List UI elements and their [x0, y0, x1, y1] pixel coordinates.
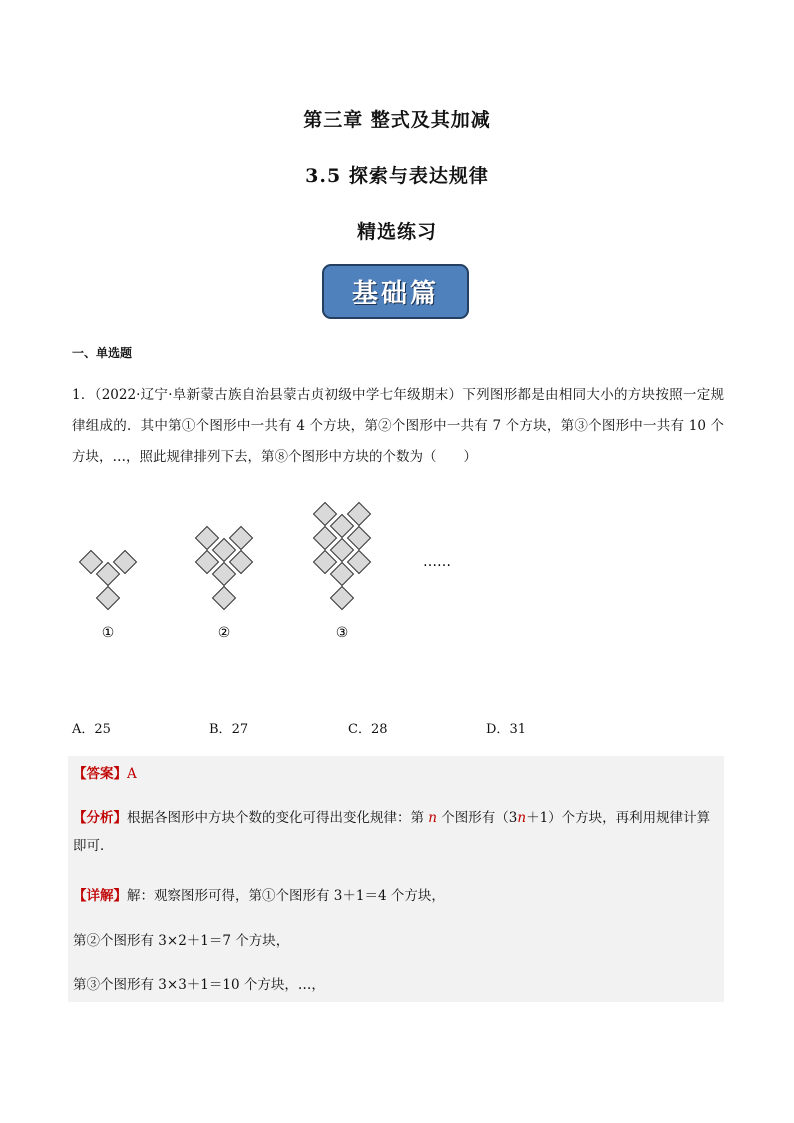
- choice-b[interactable]: B．27: [209, 722, 249, 737]
- figure-label-1: ①: [101, 625, 115, 641]
- section-heading: 一、单选题: [72, 346, 133, 360]
- tile-fig3-7: [331, 515, 354, 538]
- detail-line-1: 【详解】解：观察图形可得，第①个图形有 3＋1＝4 个方块，: [73, 888, 445, 904]
- tile-fig2-2: [196, 551, 219, 574]
- tile-fig3-8: [314, 503, 337, 526]
- detail-line-3: 第③个图形有 3×3＋1＝10 个方块，…，: [73, 977, 325, 993]
- question-number: 1．: [72, 387, 95, 403]
- detail-line-2: 第②个图形有 3×2＋1＝7 个方块，: [73, 933, 290, 949]
- tile-fig3-5: [314, 527, 337, 550]
- figure-ellipsis: ……: [423, 554, 451, 570]
- choice-d[interactable]: D．31: [486, 722, 526, 737]
- tile-fig3-9: [348, 503, 371, 526]
- tile-fig2-6: [230, 527, 253, 550]
- tile-fig3-1: [331, 563, 354, 586]
- answer-line: [73, 760, 721, 788]
- chapter-title: 第三章 整式及其加减: [303, 109, 491, 131]
- tile-fig3-4: [331, 539, 354, 562]
- badge-label: 基础篇: [351, 279, 439, 309]
- subtitle: 精选练习: [356, 221, 437, 243]
- tile-fig1-0: [97, 587, 120, 610]
- question-source: （2022·辽宁·阜新蒙古族自治县蒙古贞初级中学七年级期末）: [94, 387, 463, 403]
- answer-value: A: [127, 766, 137, 782]
- tile-fig2-0: [213, 587, 236, 610]
- analysis-line: 【分析】根据各图形中方块个数的变化可得出变化规律：第 n 个图形有（3n＋1）个方块，再利用规律计算即可．: [73, 810, 711, 854]
- solution-panel: [68, 756, 724, 1002]
- figure-label-3: ③: [335, 625, 349, 641]
- tile-fig1-2: [80, 551, 103, 574]
- tile-pattern-figure: [60, 485, 480, 650]
- tile-fig3-0: [331, 587, 354, 610]
- detail-tag: 【详解】: [73, 888, 127, 904]
- tile-fig2-4: [213, 539, 236, 562]
- tile-fig3-6: [348, 527, 371, 550]
- tile-fig3-2: [314, 551, 337, 574]
- tile-fig2-5: [196, 527, 219, 550]
- tile-group: [80, 503, 371, 610]
- choice-a[interactable]: A．25: [72, 722, 111, 737]
- answer-tag: 【答案】: [73, 766, 127, 782]
- figure-label-2: ②: [217, 625, 231, 641]
- tile-fig3-3: [348, 551, 371, 574]
- tile-fig1-3: [114, 551, 137, 574]
- choice-c[interactable]: C．28: [348, 722, 388, 737]
- analysis-tag: 【分析】: [73, 810, 127, 826]
- question-body: 下列图形都是由相同大小的方块按照一定规律组成的．其中第①个图形中一共有 4 个方块，第②个图形中一共有 7 个方块，第③个图形中一共有 10 个方块，…，照此规律排列下去，第⑧个图形中方块的个数为（ ）: [72, 387, 724, 465]
- section-title: 3.5 探索与表达规律: [305, 165, 489, 187]
- question-text: [72, 380, 724, 473]
- tile-fig1-1: [97, 563, 120, 586]
- level-badge: [322, 264, 469, 319]
- tile-fig2-3: [230, 551, 253, 574]
- tile-fig2-1: [213, 563, 236, 586]
